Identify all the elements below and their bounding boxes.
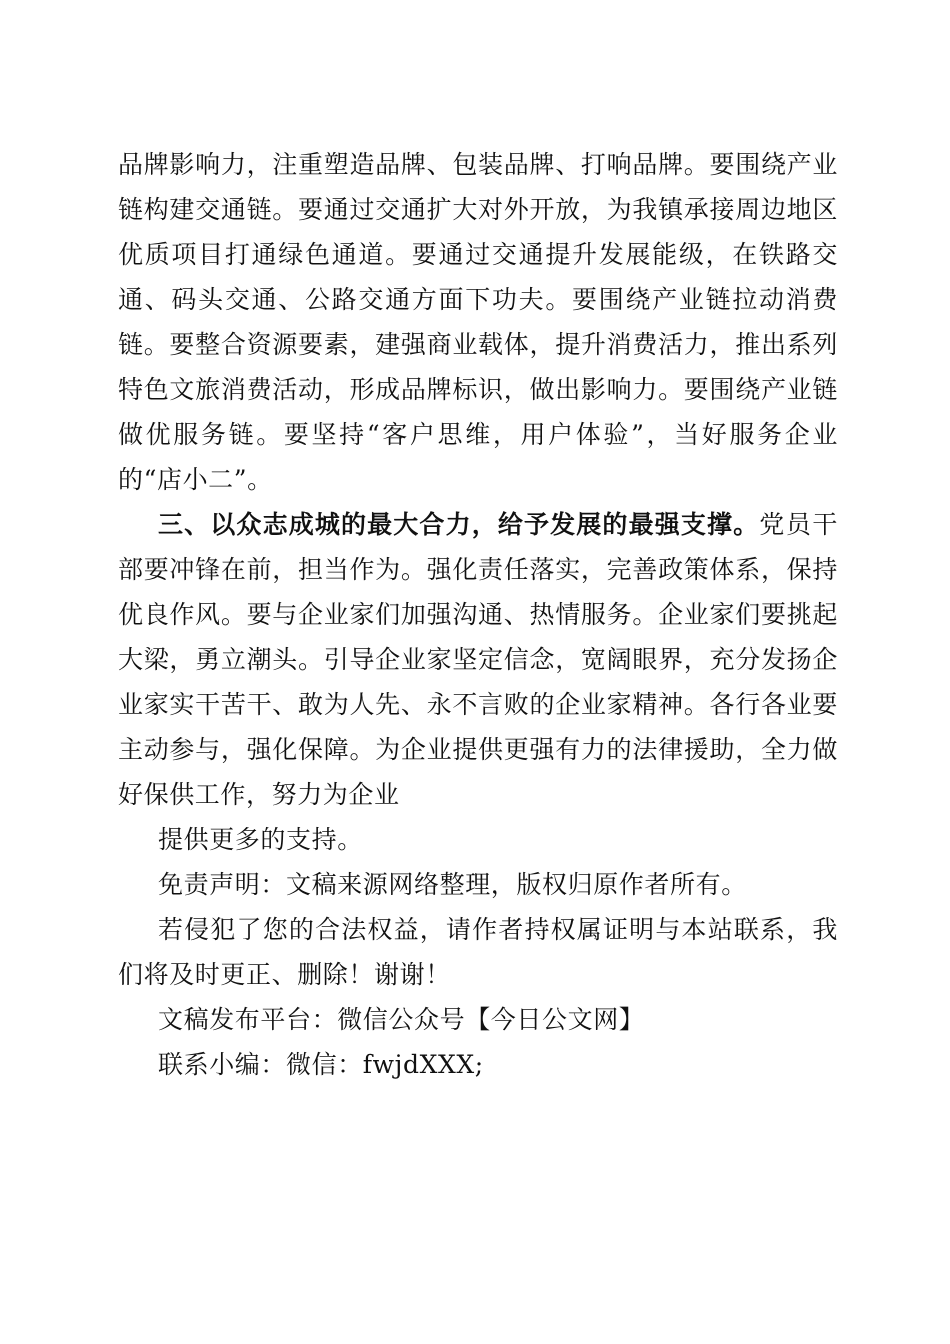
paragraph-continued: 提供更多的支持。 xyxy=(158,825,363,854)
paragraph-section-3 xyxy=(118,502,838,817)
contact-info: 联系小编：微信：fwjdXXX; xyxy=(158,1050,484,1079)
infringement-notice: 若侵犯了您的合法权益，请作者持权属证明与本站联系，我们将及时更正、删除！谢谢！ xyxy=(118,915,838,989)
section-3-heading: 三、以众志成城的最大合力，给予发展的最强支撑。 xyxy=(158,510,760,539)
paragraph-brand-industry-chain: 品牌影响力，注重塑造品牌、包装品牌、打响品牌。要围绕产业链构建交通链。要通过交通扩大对外开放，为我镇承接周边地区优质项目打通绿色通道。要通过交通提升发展能级，在铁路交通、码头交通、公路交通方面下功夫。要围绕产业链拉动消费链。要整合资源要素，建强商业载体，提升消费活力，推出系列特色文旅消费活动，形成品牌标识，做出影响力。要围绕产业链做优服务链。要坚持“客户思维，用户体验”，当好服务企业的“店小二”。 xyxy=(118,150,838,494)
disclaimer-text: 免责声明：文稿来源网络整理，版权归原作者所有。 xyxy=(158,870,747,899)
publish-platform: 文稿发布平台：微信公众号【今日公文网】 xyxy=(158,1005,645,1034)
section-3-body: 党员干部要冲锋在前，担当作为。强化责任落实，完善政策体系，保持优良作风。要与企业家们加强沟通、热情服务。企业家们要挑起大梁，勇立潮头。引导企业家坚定信念，宽阔眼界，充分发扬企业家实干苦干、敢为人先、永不言败的企业家精神。各行各业要主动参与，强化保障。为企业提供更强有力的法律援助，全力做好保供工作，努力为企业 xyxy=(118,510,838,809)
document-body xyxy=(118,142,838,1087)
